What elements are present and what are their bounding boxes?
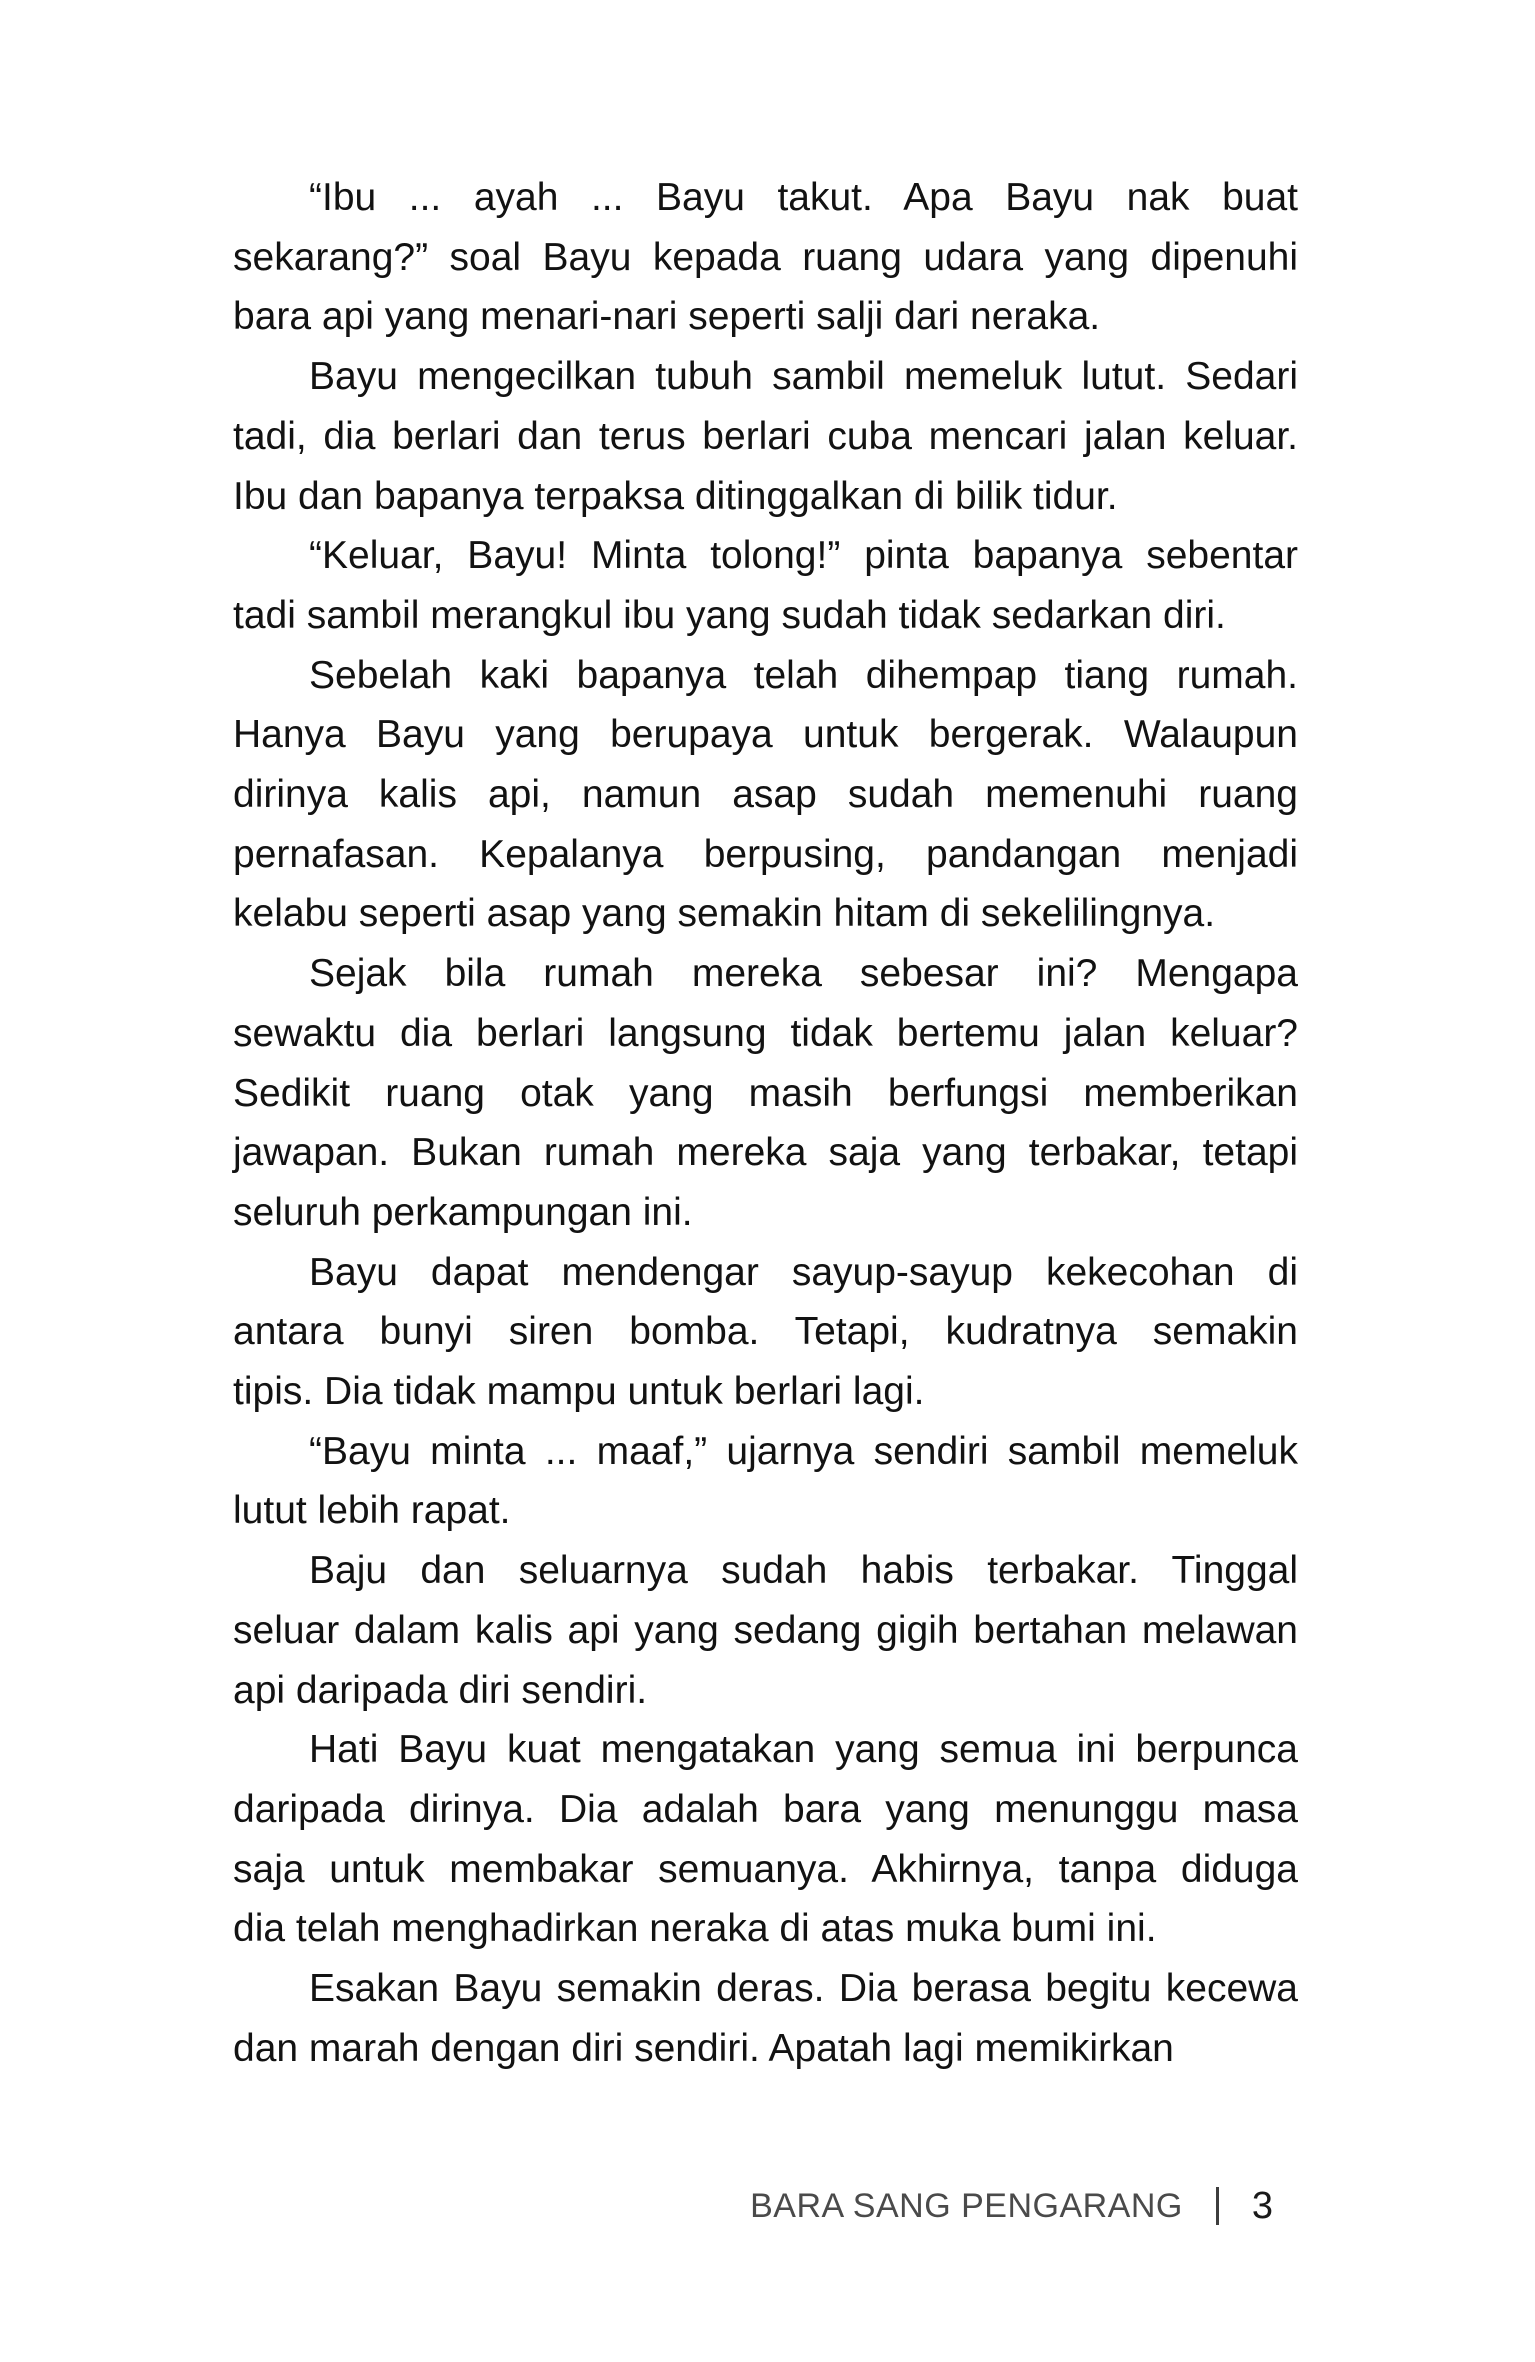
text-line: Bayu dapat mendengar sayup-sayup kekecohan di [309,1250,1298,1294]
text-line: dan marah dengan diri sendiri. Apatah lagi memikirkan [233,2026,1174,2070]
text-line: “Keluar, Bayu! Minta tolong!” pinta bapanya sebentar [309,534,1298,578]
text-line: Hati Bayu kuat mengatakan yang semua ini berpunca [309,1728,1298,1772]
text-line: tadi sambil merangkul ibu yang sudah tidak sedarkan diri. [233,593,1226,637]
text-line: sekarang?” soal Bayu kepada ruang udara yang dipenuhi [233,235,1298,279]
running-head-title: BARA SANG PENGARANG [750,2186,1183,2225]
paragraph [233,1720,1298,1959]
paragraph [233,1243,1298,1422]
text-line: saja untuk membakar semuanya. Akhirnya, tanpa diduga [233,1847,1298,1891]
page-footer [750,2183,1273,2229]
text-line: Ibu dan bapanya terpaksa ditinggalkan di bilik tidur. [233,474,1118,518]
text-line: Sebelah kaki bapanya telah dihempap tiang rumah. [309,653,1298,697]
text-line: lutut lebih rapat. [233,1489,511,1533]
text-line: Sedikit ruang otak yang masih berfungsi memberikan [233,1071,1298,1115]
text-line: seluruh perkampungan ini. [233,1190,693,1234]
page-number: 3 [1251,2184,1273,2227]
text-line: bara api yang menari-nari seperti salji dari neraka. [233,295,1101,339]
text-line: jawapan. Bukan rumah mereka saja yang terbakar, tetapi [233,1131,1298,1175]
text-line: kelabu seperti asap yang semakin hitam di sekelilingnya. [233,892,1216,936]
text-line: dia telah menghadirkan neraka di atas muka bumi ini. [233,1907,1157,1951]
text-line: “Ibu ... ayah ... Bayu takut. Apa Bayu nak buat [309,176,1298,219]
paragraph [233,347,1298,526]
paragraph [233,1959,1298,2078]
text-line: antara bunyi siren bomba. Tetapi, kudratnya semakin [233,1310,1298,1354]
paragraph [233,1541,1298,1720]
text-line: Bayu mengecilkan tubuh sambil memeluk lutut. Sedari [309,355,1298,399]
page-body [233,168,1298,2079]
text-line: tipis. Dia tidak mampu untuk berlari lagi. [233,1370,925,1414]
text-line: Hanya Bayu yang berupaya untuk bergerak. Walaupun [233,713,1298,757]
paragraph [233,168,1298,347]
text-line: tadi, dia berlari dan terus berlari cuba mencari jalan keluar. [233,414,1298,458]
text-line: seluar dalam kalis api yang sedang gigih bertahan melawan [233,1608,1298,1652]
paragraph [233,646,1298,945]
text-line: sewaktu dia berlari langsung tidak bertemu jalan keluar? [233,1011,1298,1055]
text-line: pernafasan. Kepalanya berpusing, pandangan menjadi [233,832,1298,876]
text-line: daripada dirinya. Dia adalah bara yang menunggu masa [233,1787,1298,1831]
text-line: Sejak bila rumah mereka sebesar ini? Mengapa [309,952,1298,996]
text-line: api daripada diri sendiri. [233,1668,648,1712]
paragraph [233,1422,1298,1541]
text-line: “Bayu minta ... maaf,” ujarnya sendiri sambil memeluk [309,1429,1298,1473]
paragraph [233,526,1298,645]
text-line: dirinya kalis api, namun asap sudah memenuhi ruang [233,773,1298,817]
paragraph [233,944,1298,1243]
text-line: Baju dan seluarnya sudah habis terbakar. Tinggal [309,1549,1298,1593]
text-line: Esakan Bayu semakin deras. Dia berasa begitu kecewa [309,1967,1298,2011]
footer-separator [1216,2187,1219,2225]
